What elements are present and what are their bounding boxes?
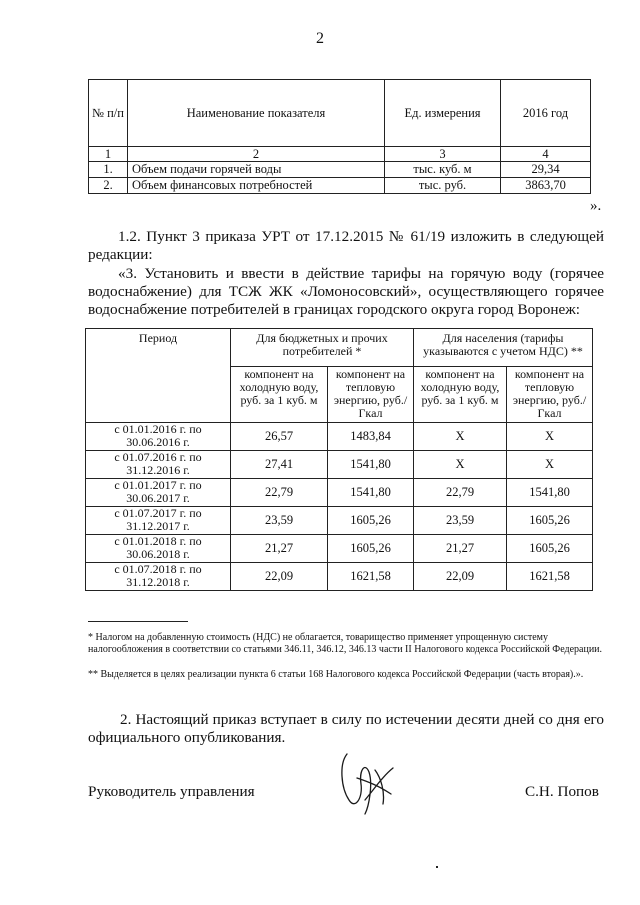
column-number: 1: [89, 147, 128, 162]
column-number: 4: [501, 147, 591, 162]
value-cell: 23,59: [231, 507, 328, 535]
subheader-cell: компонент на холодную воду, руб. за 1 куб. м: [414, 367, 507, 423]
budget-consumers-header: Для бюджетных и прочих потребителей *: [231, 329, 414, 367]
table-row: [86, 507, 593, 535]
indicator-name: Объем финансовых потребностей: [128, 178, 385, 194]
period-cell: с 01.07.2017 г. по 31.12.2017 г.: [86, 507, 231, 535]
value-cell: 1483,84: [328, 423, 414, 451]
unit: тыс. руб.: [385, 178, 501, 194]
scan-dot: [436, 866, 438, 868]
row-number: 1.: [89, 162, 128, 178]
value-cell: 26,57: [231, 423, 328, 451]
value-cell: X: [507, 423, 593, 451]
value-cell: 23,59: [414, 507, 507, 535]
table-row: [86, 479, 593, 507]
value-cell: X: [414, 423, 507, 451]
signatory-title: Руководитель управления: [88, 783, 255, 800]
table-header-cell: Наименование показателя: [128, 80, 385, 147]
period-cell: с 01.01.2018 г. по 30.06.2018 г.: [86, 535, 231, 563]
table-header-cell: Ед. измерения: [385, 80, 501, 147]
closing-quote: ».: [590, 198, 602, 214]
value-cell: X: [414, 451, 507, 479]
subheader-cell: компонент на тепловую энергию, руб./Гкал: [328, 367, 414, 423]
value-cell: 22,09: [231, 563, 328, 591]
row-number: 2.: [89, 178, 128, 194]
value-cell: 1541,80: [507, 479, 593, 507]
table-row: [89, 162, 591, 178]
unit: тыс. куб. м: [385, 162, 501, 178]
indicator-name: Объем подачи горячей воды: [128, 162, 385, 178]
value-cell: 21,27: [231, 535, 328, 563]
value-cell: 1621,58: [507, 563, 593, 591]
paragraph-2: 2. Настоящий приказ вступает в силу по истечении десяти дней со дня его официального опубликования.: [88, 711, 604, 746]
value-cell: 1541,80: [328, 479, 414, 507]
period-cell: с 01.07.2018 г. по 31.12.2018 г.: [86, 563, 231, 591]
value-cell: 1605,26: [507, 535, 593, 563]
page-number: 2: [316, 30, 324, 47]
footnote-2: ** Выделяется в целях реализации пункта 6 статьи 168 Налогового кодекса Российской Федерации (часть вторая).».: [88, 669, 584, 680]
value-cell: 1621,58: [328, 563, 414, 591]
value-cell: 1605,26: [507, 507, 593, 535]
paragraph-1-2: 1.2. Пункт 3 приказа УРТ от 17.12.2015 № 61/19 изложить в следующей редакции:: [88, 228, 604, 263]
value-cell: 1605,26: [328, 507, 414, 535]
value-cell: 22,09: [414, 563, 507, 591]
handwritten-signature: [335, 748, 405, 818]
subheader-cell: компонент на тепловую энергию, руб./Гкал: [507, 367, 593, 423]
period-cell: с 01.07.2016 г. по 31.12.2016 г.: [86, 451, 231, 479]
value-2016: 29,34: [501, 162, 591, 178]
tariffs-table: [85, 328, 593, 591]
paragraph-3: «3. Установить и ввести в действие тарифы на горячую воду (горячее водоснабжение) для ТСЖ ЖК «Ломоносовский», осуществляющего горячее водоснабжение потребителей в границах городского округа город Воронеж:: [88, 265, 604, 318]
value-cell: 1541,80: [328, 451, 414, 479]
value-cell: 22,79: [231, 479, 328, 507]
table-header-cell: № п/п: [89, 80, 128, 147]
table-header-row: [86, 329, 593, 367]
value-cell: 21,27: [414, 535, 507, 563]
value-cell: 22,79: [414, 479, 507, 507]
value-cell: 27,41: [231, 451, 328, 479]
column-number: 3: [385, 147, 501, 162]
table-header-cell: 2016 год: [501, 80, 591, 147]
signatory-name: С.Н. Попов: [525, 783, 599, 800]
period-cell: с 01.01.2017 г. по 30.06.2017 г.: [86, 479, 231, 507]
table-row: [86, 423, 593, 451]
footnote-divider: [88, 621, 188, 622]
column-number: 2: [128, 147, 385, 162]
table-row: [86, 451, 593, 479]
column-number-row: [89, 147, 591, 162]
table-row: [86, 535, 593, 563]
table-row: [89, 178, 591, 194]
period-cell: с 01.01.2016 г. по 30.06.2016 г.: [86, 423, 231, 451]
value-2016: 3863,70: [501, 178, 591, 194]
indicators-table: [88, 79, 591, 194]
value-cell: 1605,26: [328, 535, 414, 563]
subheader-cell: компонент на холодную воду, руб. за 1 куб. м: [231, 367, 328, 423]
footnote-1: * Налогом на добавленную стоимость (НДС) не облагается, товарищество применяет упрощенную систему налогообложения в соответствии со статьями 346.11, 346.12, 346.13 части II Налогового кодекса Российской Федерации.: [88, 632, 603, 655]
table-header-row: [89, 80, 591, 147]
period-header: Период: [86, 329, 231, 423]
table-row: [86, 563, 593, 591]
value-cell: X: [507, 451, 593, 479]
population-header: Для населения (тарифы указываются с учетом НДС) **: [414, 329, 593, 367]
